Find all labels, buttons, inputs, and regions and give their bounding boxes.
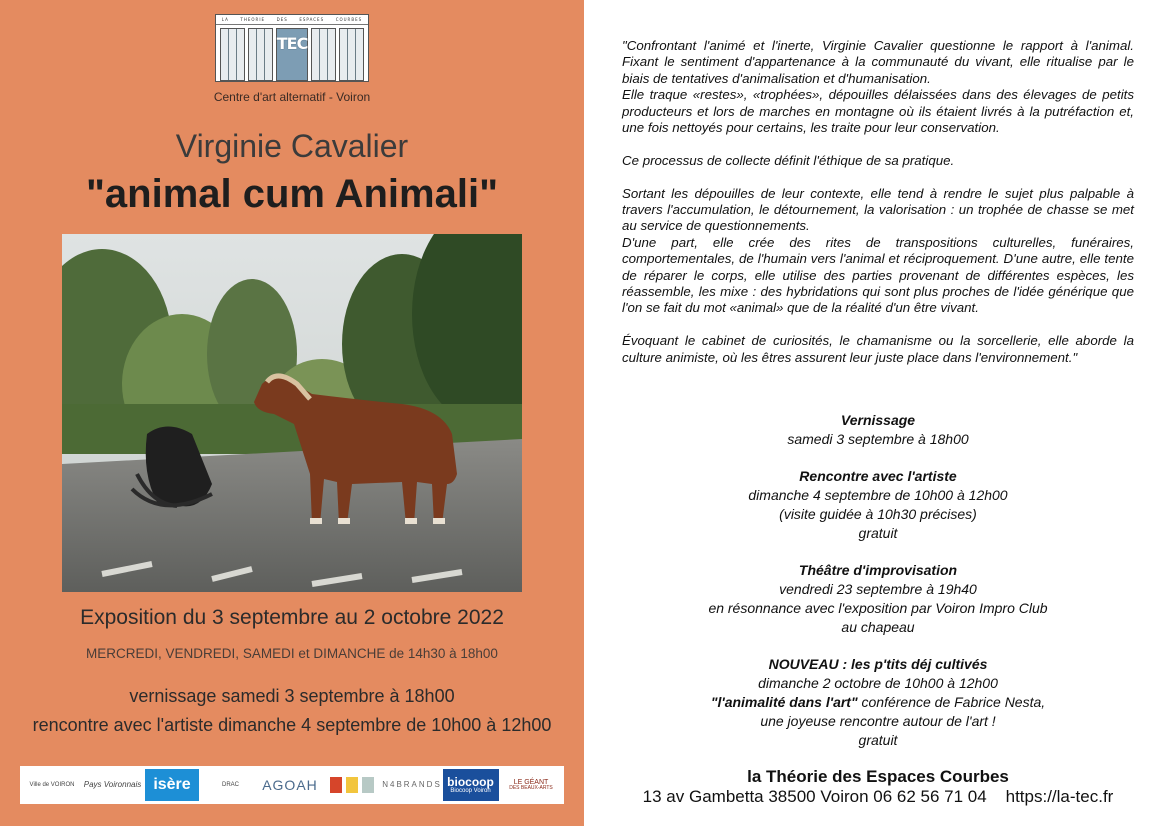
logo-band: LA THEORIE DES ESPACES COURBES: [216, 15, 368, 25]
sponsor-geant-logo: LE GÉANT DES BEAUX-ARTS: [509, 779, 553, 791]
exhibition-dates: Exposition du 3 septembre au 2 octobre 2022: [80, 606, 504, 629]
event-title: Vernissage: [840, 412, 916, 428]
sponsor-agoah-logo: AGOAH: [262, 777, 318, 793]
event-vernissage: Vernissage samedi 3 septembre à 18h00: [787, 412, 969, 447]
statement-paragraph: "Confrontant l'animé et l'inerte, Virginie Cavalier questionne le rapport à l'animal. Fixant le sentiment d'appartenance à la communauté du vivant, elle ritualise par le biais de tentatives d'animalisation et d'humanisation.: [622, 38, 1134, 86]
event-rencontre: Rencontre avec l'artiste dimanche 4 septembre de 10h00 à 12h00 (visite guidée à 10h30 précises) gratuit: [748, 468, 1008, 541]
exhibition-title: "animal cum Animali": [85, 172, 499, 216]
event-title: Théâtre d'improvisation: [798, 562, 958, 579]
horse-photo: [62, 234, 522, 592]
venue-contact: [622, 787, 1134, 807]
sponsor-ville-logo: Ville de VOIRON: [29, 782, 75, 788]
statement-paragraph: Elle traque «restes», «trophées», dépouilles délaissées dans des élevages de petits producteurs et lors de marches en montagne où ils étaient livrés à la putréfaction et, une fois nettoyés pour certains, les traite pour leur conservation.: [622, 87, 1134, 136]
event-title: Rencontre avec l'artiste: [799, 468, 957, 485]
sponsor-pays-logo: Pays Voironnais: [83, 780, 142, 789]
logo-text: TEC: [276, 34, 308, 53]
artist-statement: [622, 38, 1134, 366]
event-theatre: Théâtre d'improvisation vendredi 23 septembre à 19h40 en résonnance avec l'exposition par Voiron Impro Club au chapeau: [708, 562, 1048, 635]
venue-name: la Théorie des Espaces Courbes: [747, 767, 1009, 786]
event-title: NOUVEAU : les p'tits déj cultivés: [768, 656, 988, 673]
opening-days: MERCREDI, VENDREDI, SAMEDI et DIMANCHE de 14h30 à 18h00: [86, 646, 498, 661]
sponsor-art-logo: [322, 769, 382, 801]
logo-facade: [220, 28, 364, 81]
logo-caption: Centre d'art alternatif - Voiron: [213, 90, 371, 104]
artist-name: Virginie Cavalier: [175, 128, 409, 164]
statement-paragraph: D'une part, elle crée des rites de transpositions culturelles, funéraires, comportementales, de l'humain vers l'animal et réciproquement. D'une autre, elle tente de réparer le corps, elle utilise des parties provenant de différentes espèces, les réassemble, les mixe : des hybridations qui sont plus proches de l'idée générique que l'on se fait du mot «animal» que de la réalité d'un être vivant.: [622, 234, 1134, 316]
poster-vernissage: vernissage samedi 3 septembre à 18h00: [129, 686, 455, 706]
event-nouveau: NOUVEAU : les p'tits déj cultivés dimanche 2 octobre de 10h00 à 12h00 "l'animalité dans l'art" conférence de Fabrice Nesta, une joyeuse rencontre autour de l'art ! gratuit: [710, 656, 1046, 748]
sponsor-isere-logo: isère: [145, 769, 199, 801]
logo-door: [276, 28, 309, 81]
venue-address: 13 av Gambetta 38500 Voiron 06 62 56 71 04: [642, 787, 987, 806]
sponsor-logos: [20, 766, 564, 804]
statement-paragraph: Sortant les dépouilles de leur contexte, elle tend à rendre le sujet plus palpable à travers l'accumulation, le détournement, la valorisation : un trophée de chasse se met au service de questionnements.: [622, 185, 1134, 234]
sponsor-drac-logo: DRAC: [221, 782, 239, 788]
exhibition-poster: [0, 0, 584, 826]
sponsor-n4brands-logo: N4BRANDS: [382, 780, 442, 789]
event-list: [622, 411, 1134, 768]
sponsor-biocoop-logo: biocoop Biocoop Voiron: [443, 769, 499, 801]
venue-url[interactable]: https://la-tec.fr: [1005, 787, 1114, 806]
poster-rencontre: rencontre avec l'artiste dimanche 4 septembre de 10h00 à 12h00: [32, 715, 552, 735]
tec-logo: [215, 14, 369, 82]
statement-paragraph: Évoquant le cabinet de curiosités, le chamanisme ou la sorcellerie, elle aborde la culture animiste, où les êtres assurent leur juste place dans l'environnement.": [622, 333, 1134, 365]
statement-paragraph: Ce processus de collecte définit l'éthique de sa pratique.: [622, 152, 955, 168]
